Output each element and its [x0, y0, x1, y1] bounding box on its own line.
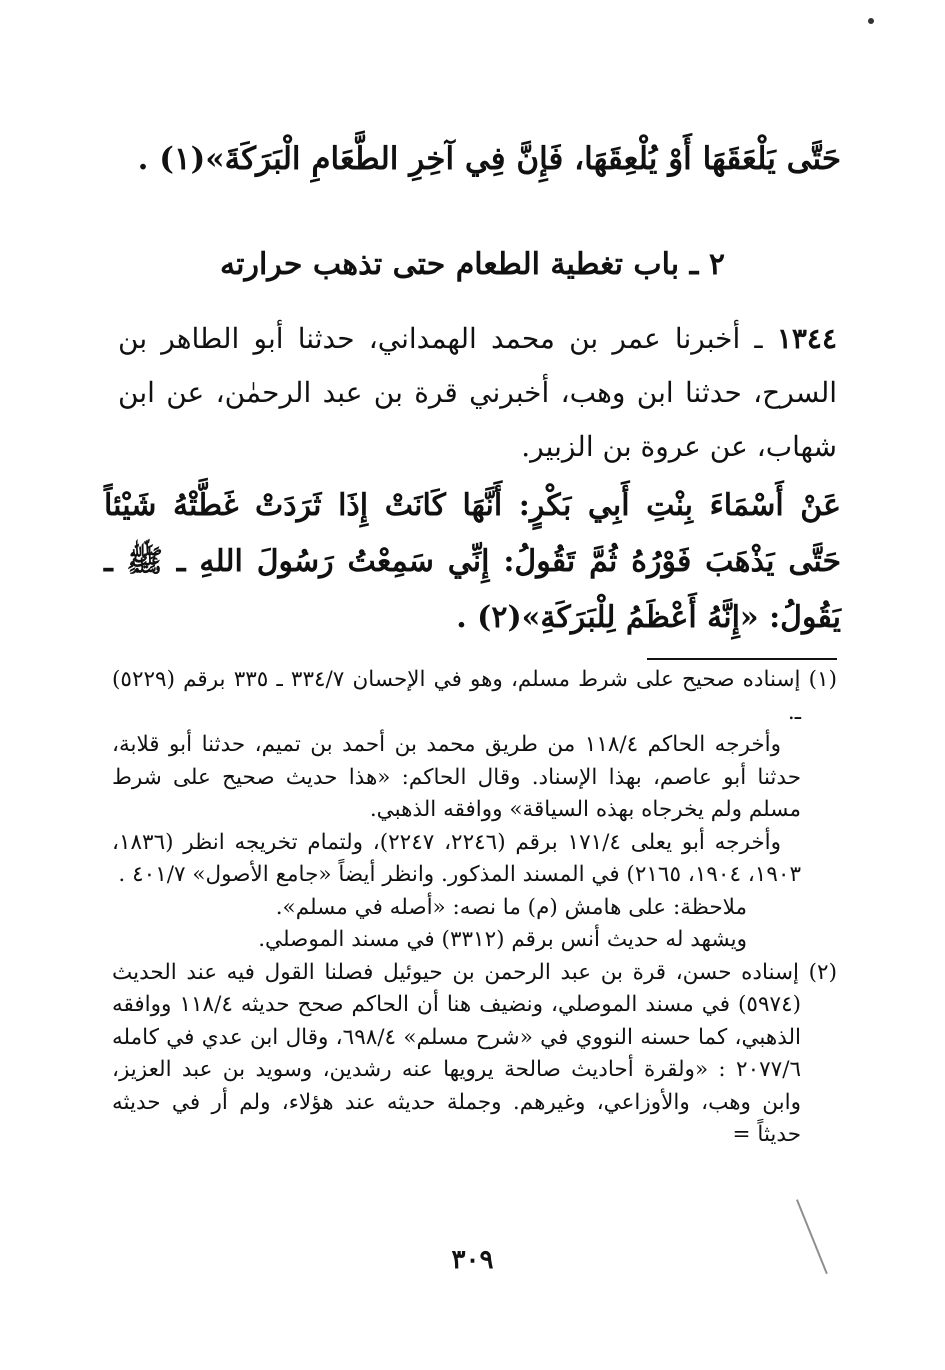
- chapter-title: ٢ ـ باب تغطية الطعام حتى تذهب حرارته: [220, 247, 725, 282]
- hadith-number: ١٣٤٤: [776, 322, 837, 355]
- page-number: ٣٠٩: [451, 1245, 494, 1275]
- footnote-1-witness: ويشهد له حديث أنس برقم (٣٣١٢) في مسند الموصلي.: [258, 927, 747, 952]
- footnote-1-abu-yala: وأخرجه أبو يعلى ١٧١/٤ برقم (٢٢٤٦، ٢٢٤٧)، ولتمام تخريجه انظر (١٨٣٦، ١٩٠٣، ١٩٠٤، ٢١٦٥) في المسند المذكور. وانظر أيضاً «جامع الأصول» ٤٠١/٧ .: [112, 829, 801, 887]
- footnote-2: (٢) إسناده حسن، قرة بن عبد الرحمن بن حيوئيل فصلنا القول فيه عند الحديث (٥٩٧٤) في مسند الموصلي، ونضيف هنا أن الحاكم صحح حديثه ١١٨/٤ ووافقه الذهبي، كما حسنه النووي في «شرح مسلم» ٦٩٨/٤، وقال ابن عدي في كامله ٢٠٧٧/٦ : «ولقرة أحاديث صالحة يرويها عنه رشدين، وسويد بن عبد العزيز، وابن وهب، والأوزاعي، وغيرهم. وجملة حديثه عند هؤلاء، ولم أر في حديثه حديثاً =: [112, 959, 837, 1147]
- hadith-matn: عَنْ أَسْمَاءَ بِنْتِ أَبِي بَكْرٍ: أَنَّهَا كَانَتْ إِذَا ثَرَدَتْ غَطَّتْهُ شَيْئاً حَتَّى يَذْهَبَ فَوْرُهُ ثُمَّ تَقُولُ: إِنِّي سَمِعْتُ رَسُولَ اللهِ ـ ﷺ ـ يَقُولُ: «إِنَّهُ أَعْظَمُ لِلْبَرَكَةِ»(٢) .: [104, 488, 841, 635]
- isnad-text: ـ أخبرنا عمر بن محمد الهمداني، حدثنا أبو الطاهر بن السرح، حدثنا ابن وهب، أخبرني قرة بن عبد الرحمٰن، عن ابن شهاب، عن عروة بن الزبير.: [118, 322, 837, 463]
- footnote-1-margin-note: ملاحظة: على هامش (م) ما نصه: «أصله في مسلم».: [275, 894, 747, 920]
- footnote-1-hakim: وأخرجه الحاكم ١١٨/٤ من طريق محمد بن أحمد بن تميم، حدثنا أبو قلابة، حدثنا أبو عاصم، بهذا الإسناد. وقال الحاكم: «هذا حديث صحيح على شرط مسلم ولم يخرجاه بهذه السياقة» ووافقه الذهبي.: [112, 732, 801, 822]
- footnotes: [112, 664, 837, 1152]
- previous-hadith-ending: حَتَّى يَلْعَقَهَا أَوْ يُلْعِقَهَا، فَإِنَّ فِي آخِرِ الطَّعَامِ الْبَرَكَةَ»(١) .: [137, 141, 841, 177]
- scan-speck: [868, 18, 874, 24]
- hadith-isnad: [118, 312, 837, 474]
- footnote-1: (١) إسناده صحيح على شرط مسلم، وهو في الإحسان ٣٣٤/٧ ـ ٣٣٥ برقم (٥٢٢٩) ـ.: [112, 667, 837, 725]
- footnote-separator: [647, 658, 837, 660]
